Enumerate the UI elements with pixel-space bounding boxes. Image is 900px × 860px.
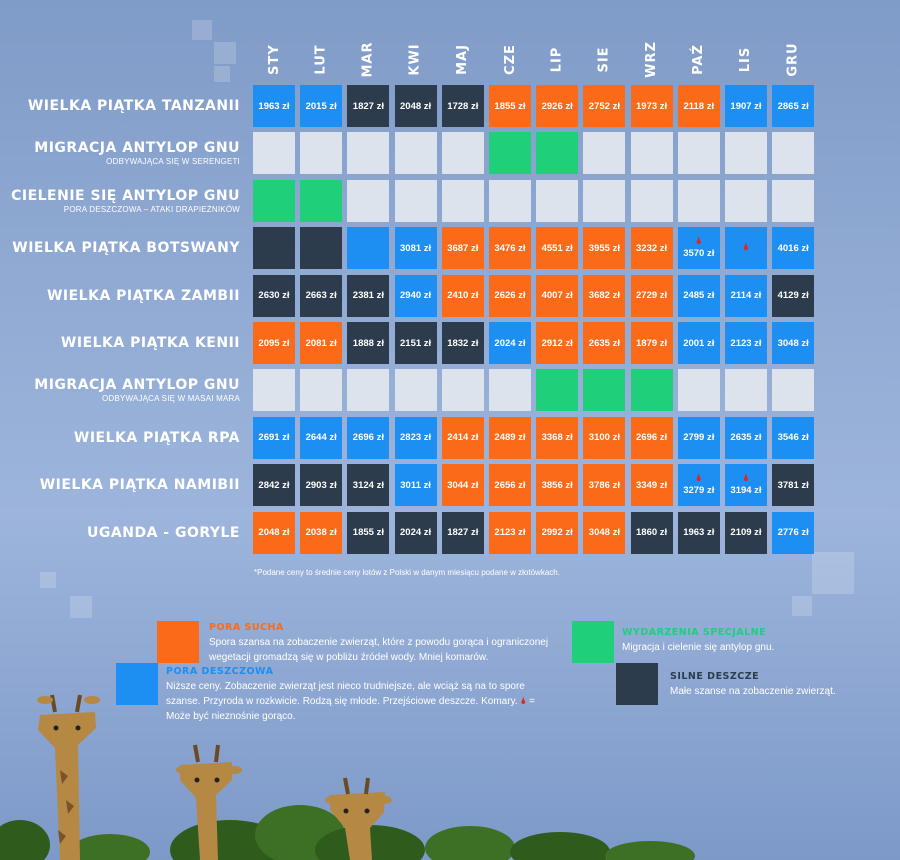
price-value: 3279 zł [683,485,715,497]
price-cell [395,512,437,554]
price-cell [536,369,578,411]
legend-hot-note: = Może być nieznośnie gorąco. [166,696,536,722]
legend-swatch-deszczowa [116,663,158,705]
row-title: WIELKA PIĄTKA ZAMBII [46,287,240,304]
price-value: 3048 zł [777,337,809,349]
price-cell [678,227,720,269]
legend-title-specjalne: WYDARZENIA SPECJALNE [622,627,767,638]
price-cell [442,227,484,269]
price-cell [725,512,767,554]
month-label: CZE [502,43,518,75]
price-cell [631,227,673,269]
price-value: 3687 zł [447,242,479,254]
month-label: KWI [408,42,424,76]
price-value: 1907 zł [730,100,762,112]
row-label [0,477,240,493]
row-label [0,288,240,304]
row-label [0,188,240,214]
price-value: 2123 zł [730,337,762,349]
price-value: 3044 zł [447,479,479,491]
price-value: 2663 zł [305,290,337,302]
price-cell [253,85,295,127]
month-label: STY [266,43,282,75]
row-title: WIELKA PIĄTKA TANZANII [27,98,240,114]
price-value: 2123 zł [494,527,526,539]
price-cell [583,512,625,554]
month-label: WRZ [644,40,660,78]
price-value: 3856 zł [541,479,573,491]
row-title: MIGRACJA ANTYLOP GNU [34,377,240,394]
price-cell [347,512,389,554]
month-header [772,38,814,80]
price-cell [772,464,814,506]
price-value: 1963 zł [683,527,715,539]
month-header [678,38,720,80]
legend-desc-sucha: Spora szansa na zobaczenie zwierząt, które z powodu gorąca i ograniczonej wegetacji gromadzą się w pobliżu źródeł wody. Mniej komarów. [209,637,549,663]
row-title: WIELKA PIĄTKA BOTSWANY [12,240,240,257]
price-value: 2095 zł [258,337,290,349]
price-cell [536,417,578,459]
price-cell [772,275,814,317]
price-value: 3011 zł [400,479,431,491]
price-cell [583,369,625,411]
price-cell [300,322,342,364]
price-cell [772,227,814,269]
price-cell [300,464,342,506]
drop-icon: 🌢 [743,241,749,253]
legend-desc-silne: Małe szanse na zobaczenie zwierząt. [670,686,836,697]
price-cell [489,132,531,174]
price-value: 1827 zł [352,100,384,112]
price-cell [442,180,484,222]
price-cell [631,132,673,174]
price-value: 2015 zł [305,100,337,112]
price-value: 2823 zł [400,432,432,444]
month-label: GRU [785,41,801,77]
legend-desc-specjalne: Migracja i cielenie się antylop gnu. [622,642,775,653]
price-value: 2151 zł [400,337,432,349]
legend-swatch-specjalne [572,621,614,663]
price-value: 2635 zł [730,432,762,444]
month-label: SIE [596,45,612,73]
price-cell [395,227,437,269]
price-value: 3194 zł [730,485,762,497]
price-value: 2729 zł [636,290,668,302]
price-cell [253,132,295,174]
price-cell [300,417,342,459]
month-label: PAŹ [691,43,707,75]
price-value: 3368 zł [541,432,573,444]
price-value: 2024 zł [400,527,432,539]
price-cell [253,369,295,411]
price-cell [772,85,814,127]
month-header [395,38,437,80]
price-cell [442,275,484,317]
month-header [725,38,767,80]
price-value: 4551 zł [541,242,573,254]
price-value: 1827 zł [447,527,479,539]
price-value: 3546 zł [777,432,809,444]
price-cell [253,512,295,554]
price-cell [631,85,673,127]
price-cell [253,227,295,269]
month-label: LUT [313,43,329,75]
price-value: 2992 zł [541,527,573,539]
price-value: 1888 zł [352,337,384,349]
price-value: 2696 zł [352,432,384,444]
price-cell [347,227,389,269]
month-header [489,38,531,80]
price-cell [725,132,767,174]
price-cell [489,464,531,506]
price-value: 2109 zł [730,527,762,539]
price-cell [725,417,767,459]
price-value: 1855 zł [352,527,384,539]
price-cell [253,417,295,459]
price-value: 2799 zł [683,432,715,444]
price-value: 2626 zł [494,290,526,302]
giraffe-3 [325,778,392,860]
drop-icon: 🌢 [743,473,749,485]
footnote: *Podane ceny to średnie ceny lotów z Polski w danym miesiącu podane w złotówkach. [254,568,560,577]
row-title: WIELKA PIĄTKA KENII [60,335,240,351]
price-cell [347,85,389,127]
price-value: 1855 zł [494,100,526,112]
price-value: 3570 zł [683,248,715,260]
month-label: LIS [738,46,754,72]
price-cell [347,417,389,459]
row-title: CIELENIE SIĘ ANTYLOP GNU [11,187,240,204]
price-value: 4129 zł [777,290,809,302]
price-cell [300,227,342,269]
price-cell [395,180,437,222]
row-subtitle: ODBYWAJĄCA SIĘ W MASAI MARA [101,394,240,404]
price-cell [583,85,625,127]
price-value: 3682 zł [588,290,620,302]
price-cell [347,132,389,174]
price-cell [395,275,437,317]
row-label [0,335,240,351]
price-value: 2381 zł [352,290,384,302]
price-cell [489,512,531,554]
row-label [0,140,240,166]
price-value: 3081 zł [400,242,432,254]
price-value: 2489 zł [494,432,526,444]
price-cell [442,132,484,174]
price-value: 3349 zł [636,479,668,491]
month-header [300,38,342,80]
price-cell [725,180,767,222]
price-cell [772,180,814,222]
price-cell [725,275,767,317]
price-value: 3476 zł [494,242,526,254]
price-cell [442,464,484,506]
price-cell [631,512,673,554]
price-cell [442,512,484,554]
price-value: 2776 zł [777,527,809,539]
month-label: MAR [360,40,376,78]
row-label [0,240,240,256]
price-cell [678,322,720,364]
price-cell [678,417,720,459]
month-header [583,38,625,80]
decor-square [192,20,212,40]
price-cell [489,227,531,269]
price-cell [678,369,720,411]
price-cell [583,417,625,459]
price-cell [772,322,814,364]
price-cell [395,132,437,174]
month-label: MAJ [455,43,471,75]
price-cell [772,417,814,459]
price-value: 3955 zł [588,242,620,254]
price-value: 1728 zł [447,100,479,112]
price-cell [772,369,814,411]
row-title: MIGRACJA ANTYLOP GNU [34,140,240,157]
legend-swatch-sucha [157,621,199,663]
month-header [631,38,673,80]
price-cell [347,322,389,364]
price-cell [536,180,578,222]
row-label [0,525,240,541]
month-header [253,38,295,80]
price-cell [489,85,531,127]
decor-square [812,552,854,594]
price-cell [631,369,673,411]
price-value: 2048 zł [400,100,432,112]
price-cell [536,512,578,554]
price-cell [678,464,720,506]
price-cell [300,85,342,127]
price-value: 2038 zł [305,527,337,539]
price-cell [772,512,814,554]
price-value: 1879 zł [636,337,668,349]
price-cell [300,180,342,222]
tree-canopy [0,805,695,860]
price-value: 2048 zł [258,527,290,539]
price-value: 4016 zł [777,242,809,254]
price-cell [631,275,673,317]
price-cell [489,417,531,459]
row-title: UGANDA - GORYLE [87,524,240,541]
price-cell [725,322,767,364]
price-cell [536,322,578,364]
price-cell [300,512,342,554]
price-cell [442,322,484,364]
price-cell [725,464,767,506]
price-cell [489,369,531,411]
decor-square [40,572,56,588]
giraffe-2 [176,745,242,860]
giraffe-1 [37,695,100,860]
drop-icon: 🌢 [695,236,702,248]
price-cell [536,85,578,127]
price-value: 2485 zł [683,290,715,302]
price-value: 2842 zł [258,479,290,491]
price-value: 1963 zł [258,100,290,112]
price-cell [300,369,342,411]
price-cell [489,180,531,222]
price-cell [253,275,295,317]
price-cell [583,464,625,506]
price-cell [253,464,295,506]
price-value: 1832 zł [447,337,479,349]
price-value: 2024 zł [494,337,526,349]
price-value: 3781 zł [777,479,809,491]
price-value: 3786 zł [588,479,620,491]
price-value: 3100 zł [588,432,620,444]
price-cell [583,322,625,364]
price-cell [725,227,767,269]
month-label: LIP [549,46,565,72]
price-cell [253,180,295,222]
price-cell [489,275,531,317]
price-cell [678,512,720,554]
price-cell [347,464,389,506]
row-title: WIELKA PIĄTKA NAMIBII [39,477,240,494]
price-cell [631,322,673,364]
price-value: 2081 zł [305,337,337,349]
price-value: 2903 zł [305,479,337,491]
row-label [0,98,240,114]
price-cell [678,180,720,222]
price-cell [442,85,484,127]
price-cell [489,322,531,364]
price-cell [253,322,295,364]
drop-icon: 🌢 [520,696,527,707]
price-cell [347,369,389,411]
price-value: 3048 zł [588,527,620,539]
price-cell [395,85,437,127]
price-value: 2752 zł [588,100,620,112]
price-cell [678,85,720,127]
price-value: 2001 zł [683,337,715,349]
row-title: WIELKA PIĄTKA RPA [73,429,240,446]
price-value: 2118 zł [683,100,715,112]
row-label [0,430,240,446]
price-cell [631,417,673,459]
price-cell [536,227,578,269]
decor-square [70,596,92,618]
price-value: 4007 zł [541,290,573,302]
price-cell [631,180,673,222]
legend-title-sucha: PORA SUCHA [209,622,284,633]
price-cell [536,275,578,317]
legend-title-silne: SILNE DESZCZE [670,671,760,682]
price-value: 2414 zł [447,432,479,444]
decor-square [792,596,812,616]
price-value: 2410 zł [447,290,479,302]
price-cell [631,464,673,506]
row-subtitle: ODBYWAJĄCA SIĘ W SERENGETI [106,157,240,167]
price-value: 2635 zł [588,337,620,349]
price-cell [725,85,767,127]
price-cell [395,417,437,459]
price-value: 2940 zł [400,290,432,302]
price-value: 3232 zł [636,242,668,254]
price-cell [678,132,720,174]
row-label [0,377,240,403]
price-cell [536,132,578,174]
decor-square [214,42,236,64]
price-cell [395,322,437,364]
month-header [347,38,389,80]
price-cell [347,275,389,317]
price-cell [583,227,625,269]
price-cell [395,369,437,411]
month-header [442,38,484,80]
price-value: 2926 zł [541,100,573,112]
month-header [536,38,578,80]
price-cell [442,417,484,459]
legend-swatch-silne [616,663,658,705]
price-value: 2114 zł [730,290,762,302]
price-cell [725,369,767,411]
price-value: 1973 zł [636,100,668,112]
row-subtitle: PORA DESZCZOWA – ATAKI DRAPIEŻNIKÓW [63,204,240,214]
price-cell [583,275,625,317]
price-value: 3124 zł [352,479,384,491]
price-value: 2696 zł [636,432,668,444]
price-value: 1860 zł [636,527,668,539]
price-value: 2656 zł [494,479,526,491]
price-value: 2912 zł [541,337,573,349]
price-cell [678,275,720,317]
price-value: 2630 zł [258,290,290,302]
price-value: 2691 zł [258,432,290,444]
price-cell [583,132,625,174]
price-value: 2865 zł [777,100,809,112]
price-cell [442,369,484,411]
price-cell [536,464,578,506]
price-value: 2644 zł [305,432,337,444]
price-cell [772,132,814,174]
price-cell [583,180,625,222]
price-cell [347,180,389,222]
legend-desc-deszczowa [166,679,538,724]
drop-icon: 🌢 [695,473,702,485]
decor-square [214,66,230,82]
legend-title-deszczowa: PORA DESZCZOWA [166,666,274,677]
legend-desc-deszczowa-text: Niższe ceny. Zobaczenie zwierząt jest nieco trudniejsze, ale wciąż są na to spore szanse. Przyroda w rozkwicie. Rodzą się młode. Przejściowe deszcze. Komary. [166,681,525,707]
price-cell [300,275,342,317]
price-cell [300,132,342,174]
price-cell [395,464,437,506]
